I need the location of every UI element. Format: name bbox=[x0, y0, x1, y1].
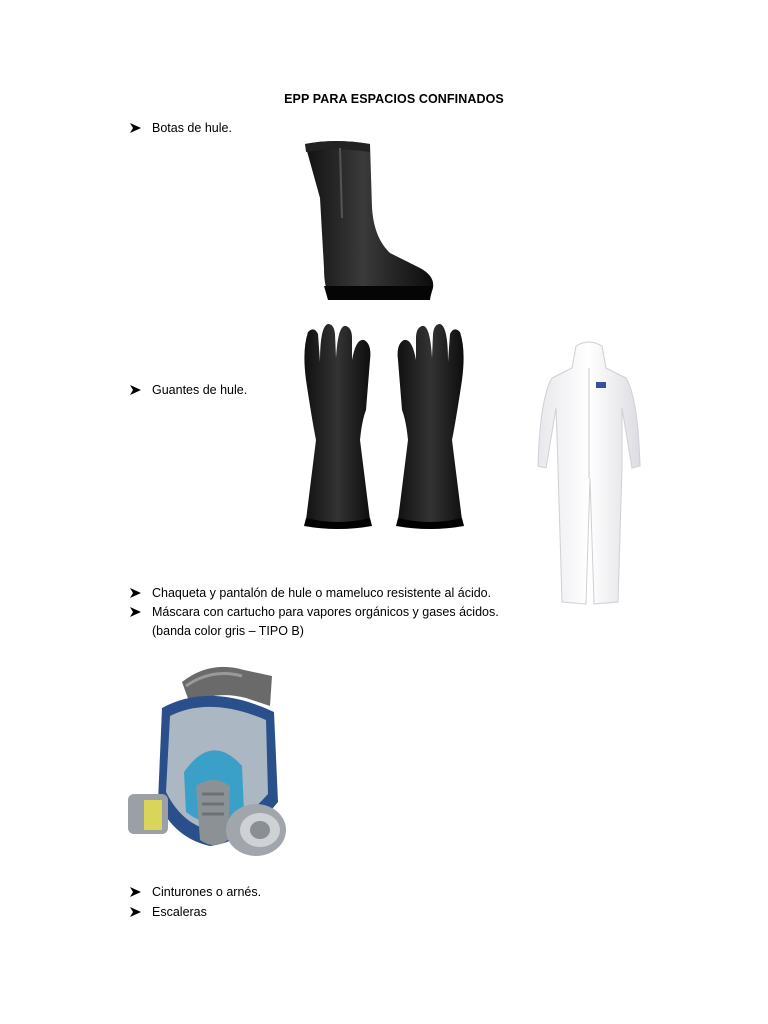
rubber-gloves-image bbox=[298, 320, 470, 532]
list-item-label: Cinturones o arnés. bbox=[152, 885, 262, 899]
list-item-coverall bbox=[130, 586, 491, 600]
list-item-label: Escaleras bbox=[152, 905, 207, 919]
list-item-harness bbox=[130, 885, 261, 899]
white-coverall-image bbox=[534, 338, 644, 610]
list-item-label: Guantes de hule. bbox=[152, 383, 248, 397]
page-title: EPP PARA ESPACIOS CONFINADOS bbox=[284, 92, 504, 106]
arrow-bullet-icon bbox=[130, 123, 152, 133]
mask-note: (banda color gris – TIPO B) bbox=[152, 624, 304, 638]
arrow-bullet-icon bbox=[130, 607, 152, 617]
arrow-bullet-icon bbox=[130, 887, 152, 897]
list-item-label: Máscara con cartucho para vapores orgánicos y gases ácidos. bbox=[152, 605, 499, 619]
list-item-ladders bbox=[130, 905, 207, 919]
list-item-label: Botas de hule. bbox=[152, 121, 232, 135]
arrow-bullet-icon bbox=[130, 385, 152, 395]
respirator-mask-image bbox=[126, 662, 294, 860]
list-item-label: Chaqueta y pantalón de hule o mameluco resistente al ácido. bbox=[152, 586, 492, 600]
arrow-bullet-icon bbox=[130, 907, 152, 917]
list-item-gloves bbox=[130, 383, 247, 397]
list-item-mask bbox=[130, 605, 499, 619]
list-item-boots bbox=[130, 121, 232, 135]
rubber-boot-image bbox=[300, 138, 440, 306]
arrow-bullet-icon bbox=[130, 588, 152, 598]
